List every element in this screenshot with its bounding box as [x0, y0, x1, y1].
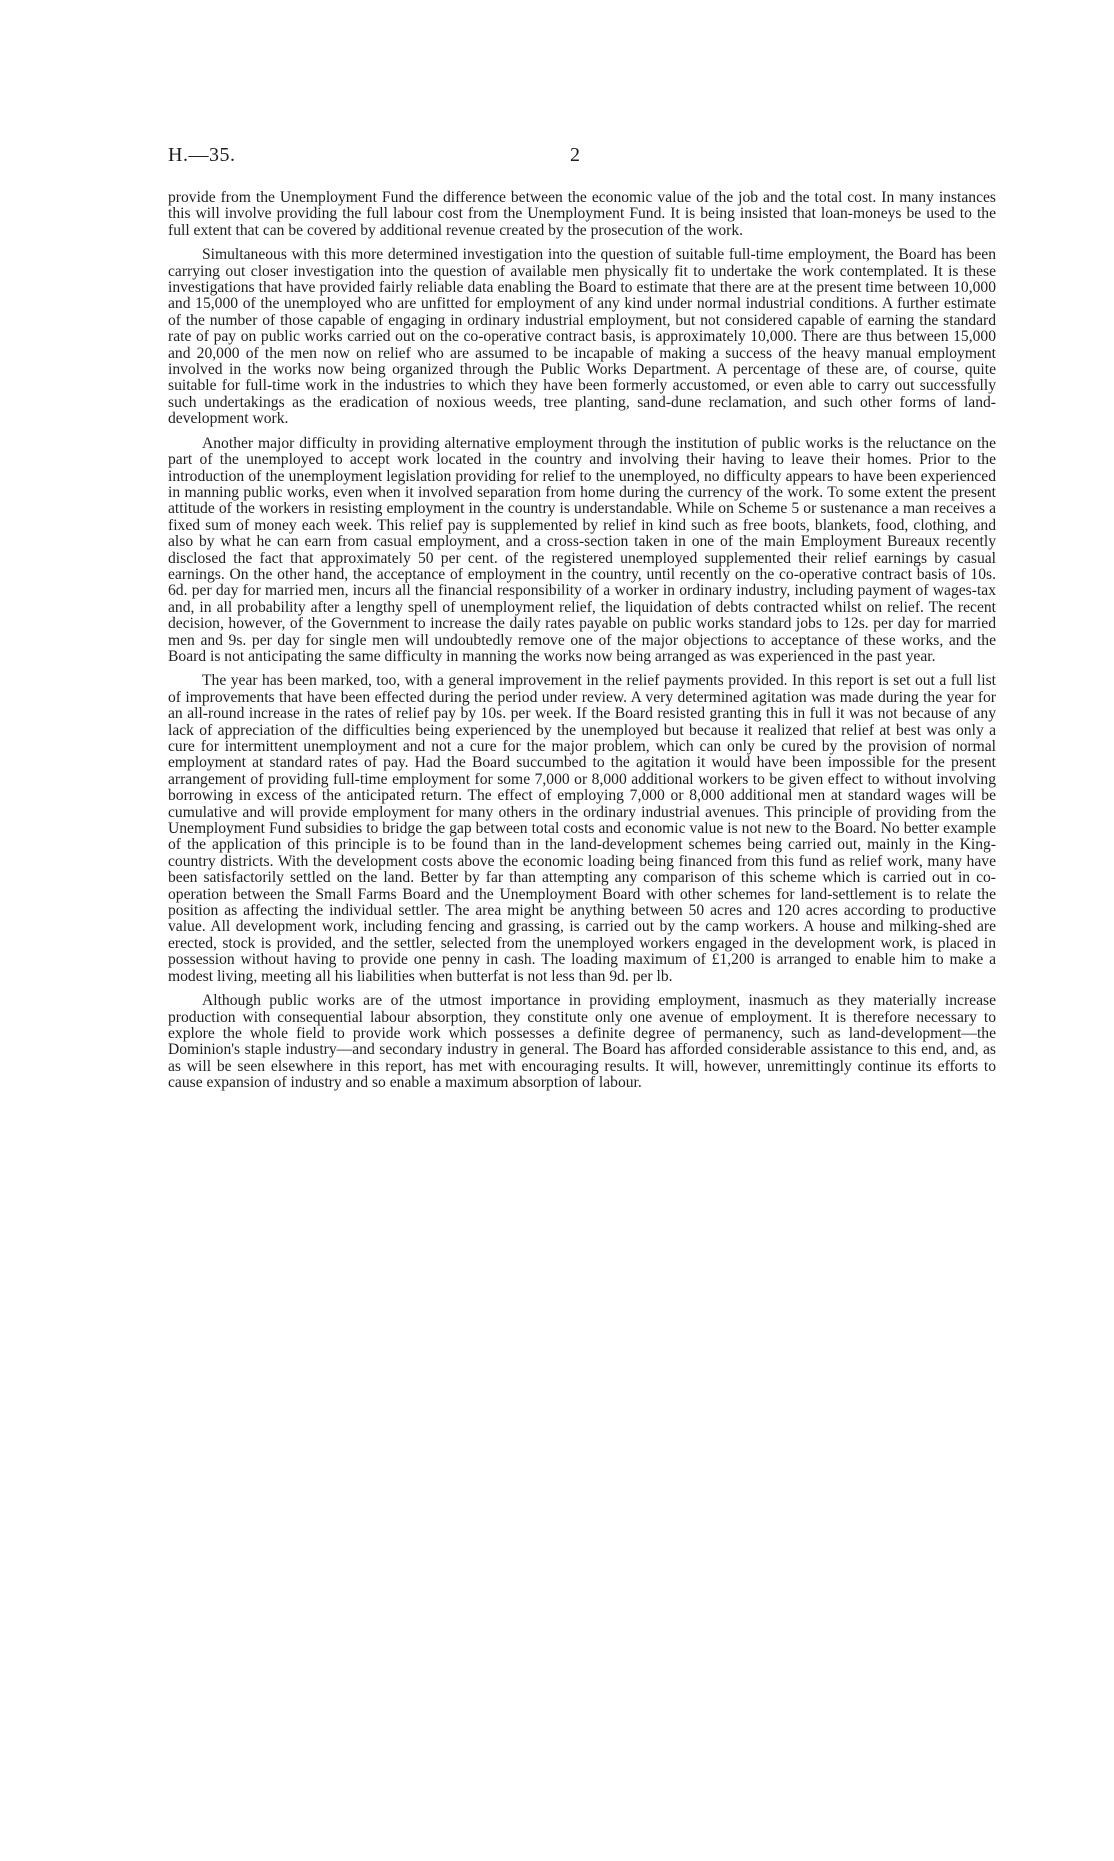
page-header — [168, 144, 996, 174]
paragraph-5: Although public works are of the utmost importance in providing employment, inasmuch as they materially increase production with consequential labour absorption, they constitute only one avenue of employment. It is therefore necessary to explore the whole field to provide work which possesses a definite degree of permanency, such as land-development—the Dominion's staple industry—and secondary industry in general. The Board has afforded considerable assistance to this end, and, as as will be seen elsewhere in this report, has met with encouraging results. It will, however, unremittingly continue its efforts to cause expansion of industry and so enable a maximum absorption of labour. — [168, 992, 996, 1092]
paragraph-1: provide from the Unemployment Fund the difference between the economic value of the job and the total cost. In many instances this will involve providing the full labour cost from the Unemployment Fund. It is being insisted that loan-moneys be used to the full extent that can be covered by additional revenue created by the prosecution of the work. — [168, 189, 996, 239]
paragraph-3: Another major difficulty in providing alternative employment through the institution of public works is the reluctance on the part of the unemployed to accept work located in the country and involving their having to leave their homes. Prior to the introduction of the unemployment legislation providing for relief to the unemployed, no difficulty appears to have been experienced in manning public works, even when it involved separation from home during the currency of the work. To some extent the present attitude of the workers in resisting employment in the country is understandable. While on Scheme 5 or sustenance a man receives a fixed sum of money each week. This relief pay is supplemented by relief in kind such as free boots, blankets, food, clothing, and also by what he can earn from casual employment, and a cross-section taken in one of the main Employment Bureaux recently disclosed the fact that approximately 50 per cent. of the registered unemployed supplemented their relief earnings by casual earnings. On the other hand, the acceptance of employment in the country, until recently on the co-operative contract basis of 10s. 6d. per day for married men, incurs all the financial responsibility of a worker in ordinary industry, including payment of wages-tax and, in all probability after a lengthy spell of unemployment relief, the liquidation of debts contracted whilst on relief. The recent decision, however, of the Government to increase the daily rates payable on public works standard jobs to 12s. per day for married men and 9s. per day for single men will undoubtedly remove one of the major objections to acceptance of these works, and the Board is not anticipating the same difficulty in manning the works now being arranged as was experienced in the past year. — [168, 434, 996, 665]
page-number: 2 — [570, 144, 580, 166]
body-text — [168, 190, 996, 1100]
report-reference: H.—35. — [168, 144, 236, 166]
paragraph-2: Simultaneous with this more determined investigation into the question of suitable full-time employment, the Board has been carrying out closer investigation into the question of available men physically fit to undertake the work contemplated. It is these investigations that have provided fairly reliable data enabling the Board to estimate that there are at the present time between 10,000 and 15,000 of the unemployed who are unfitted for employment of any kind under normal industrial conditions. A further estimate of the number of those capable of engaging in ordinary industrial employment, but not considered capable of earning the standard rate of pay on public works carried out on the co-operative contract basis, is approximately 10,000. There are thus between 15,000 and 20,000 of the men now on relief who are assumed to be incapable of making a success of the heavy manual employment involved in the works now being organized through the Public Works Department. A percentage of these are, of course, quite suitable for full-time work in the industries to which they have been formerly accustomed, or even able to carry out successfully such undertakings as the eradication of noxious weeds, tree planting, sand-dune reclamation, and such other forms of land-development work. — [168, 246, 996, 428]
paragraph-4: The year has been marked, too, with a general improvement in the relief payments provided. In this report is set out a full list of improvements that have been effected during the period under review. A very determined agitation was made during the year for an all-round increase in the rates of relief pay by 10s. per week. If the Board resisted granting this in full it was not because of any lack of appreciation of the difficulties being experienced by the unemployed but because it realized that relief at best was only a cure for intermittent unemployment and not a cure for the major problem, which can only be cured by the provision of normal employment at standard rates of pay. Had the Board succumbed to the agitation it would have been impossible for the present arrangement of providing full-time employment for some 7,000 or 8,000 additional workers to be given effect to without involving borrowing in excess of the anticipated return. The effect of employing 7,000 or 8,000 additional men at standard wages will be cumulative and will provide employment for many others in the ordinary industrial avenues. This principle of providing from the Unemployment Fund subsidies to bridge the gap between total costs and economic value is not new to the Board. No better example of the application of this principle is to be found than in the land-development schemes being carried out, mainly in the King-country districts. With the development costs above the economic loading being financed from this fund as relief work, many have been satisfactorily settled on the land. Better by far than attempting any comparison of this scheme which is carried out in co-operation between the Small Farms Board and the Unemployment Board with other schemes for land-settlement is to relate the position as affecting the individual settler. The area might be anything between 50 acres and 120 acres according to productive value. All development work, including fencing and grassing, is carried out by the camp workers. A house and milking-shed are erected, stock is provided, and the settler, selected from the unemployed workers engaged in the development work, is placed in possession without having to provide one penny in cash. The loading maximum of £1,200 is arranged to enable him to make a modest living, meeting all his liabilities when butterfat is not less than 9d. per lb. — [168, 672, 996, 985]
